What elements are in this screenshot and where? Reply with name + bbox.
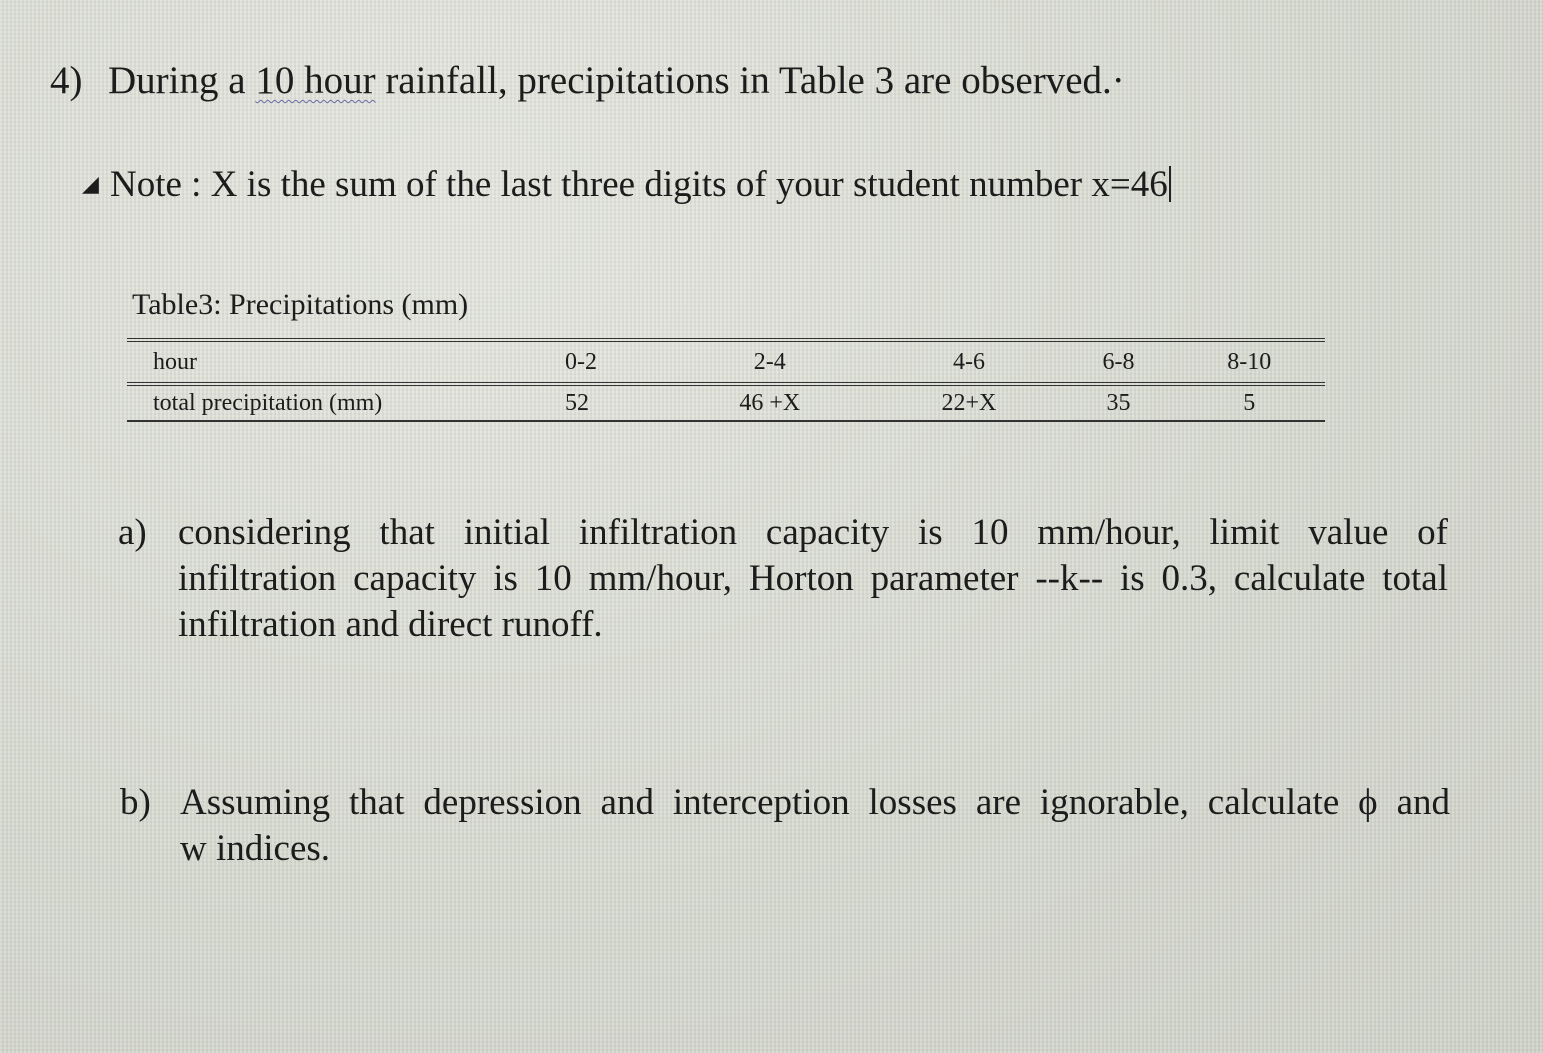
precipitation-cell: 46 +X [665, 384, 875, 421]
precipitation-table [127, 338, 1325, 422]
table-caption: Table3: Precipitations (mm) [132, 288, 469, 321]
row-label: total precipitation (mm) [127, 384, 513, 421]
part-a [118, 510, 1458, 650]
part-b-line: Assuming that depression and interception losses are ignorable, calculate ϕ and [180, 782, 1450, 823]
part-a-text [178, 510, 1448, 648]
part-b-marker: b) [120, 782, 151, 823]
question-number: 4) [50, 59, 83, 102]
note-text: Note : X is the sum of the last three digits of your student number x=46 [110, 164, 1168, 205]
text-cursor [1169, 166, 1171, 202]
precipitation-cell: 52 [513, 384, 665, 421]
part-a-marker: a) [118, 512, 147, 553]
table-header-row [127, 340, 1325, 384]
part-b-text [180, 780, 1450, 872]
part-a-line: infiltration capacity is 10 mm/hour, Horton parameter --k-- is 0.3, calculate total [178, 558, 1448, 599]
collapse-triangle-icon[interactable]: ◢ [82, 170, 99, 196]
question-text-start: During a [108, 59, 256, 102]
hour-cell: 4-6 [875, 340, 1064, 384]
precipitation-cell: 5 [1174, 384, 1325, 421]
precipitation-cell: 35 [1063, 384, 1173, 421]
part-a-line: considering that initial infiltration capacity is 10 mm/hour, limit value of [178, 512, 1448, 553]
question-heading [50, 58, 1125, 103]
header-label: hour [127, 340, 513, 384]
precipitation-cell: 22+X [875, 384, 1064, 421]
part-a-line: infiltration and direct runoff. [178, 604, 603, 645]
note-line [82, 163, 1171, 206]
part-b-line: w indices. [180, 828, 331, 869]
hour-cell: 8-10 [1174, 340, 1325, 384]
hour-cell: 0-2 [513, 340, 665, 384]
part-b [120, 780, 1460, 880]
hour-cell: 6-8 [1063, 340, 1173, 384]
table-row [127, 384, 1325, 421]
spellcheck-squiggle-text: 10 hour [255, 59, 376, 102]
hour-cell: 2-4 [665, 340, 875, 384]
question-text-end: rainfall, precipitations in Table 3 are observed.· [375, 59, 1125, 102]
